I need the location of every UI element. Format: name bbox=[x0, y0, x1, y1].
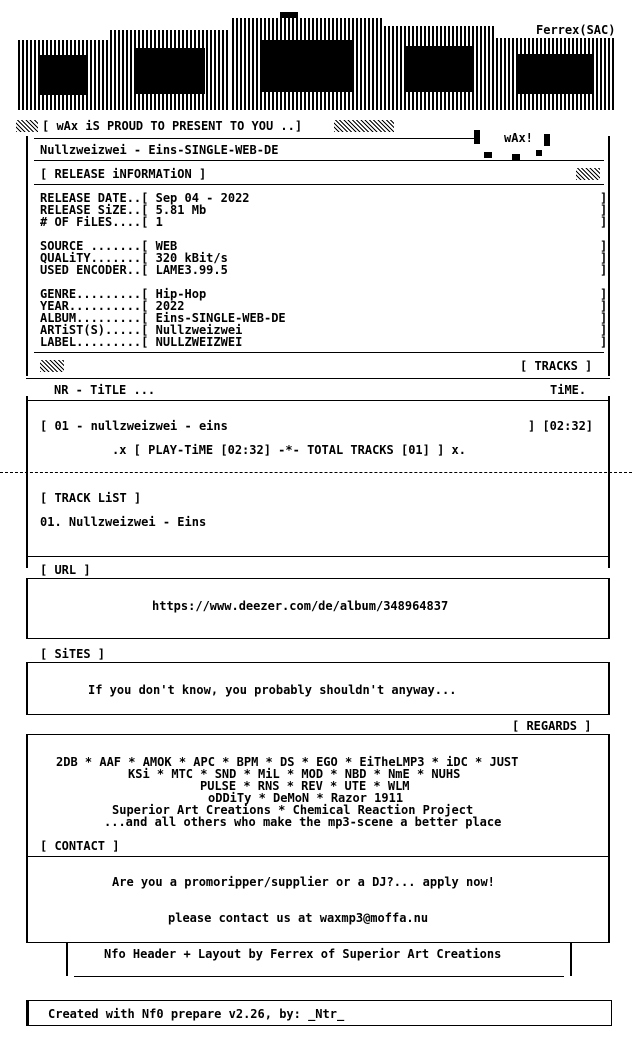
logo-letter-a-core bbox=[135, 48, 205, 94]
tracks-heading: [ TRACKS ] bbox=[520, 359, 593, 373]
created-with: Created with Nf0 prepare v2.26, by: _Ntr_ bbox=[48, 1007, 345, 1021]
sites-heading: [ SiTES ] bbox=[40, 647, 106, 661]
info-label: USED ENCODER..[ bbox=[40, 263, 149, 277]
url-link[interactable]: https://www.deezer.com/de/album/348964837 bbox=[152, 599, 449, 613]
info-bracket: ] bbox=[600, 299, 608, 313]
regards-line: Superior Art Creations * Chemical Reaction Project bbox=[112, 803, 474, 817]
frame-left bbox=[26, 136, 28, 376]
info-row-files bbox=[40, 216, 163, 228]
info-bracket: ] bbox=[600, 203, 608, 217]
tracks-left bbox=[26, 396, 28, 568]
hatch-right bbox=[334, 120, 394, 132]
info-value: 320 kBit/s bbox=[155, 251, 228, 265]
info-bracket: ] bbox=[600, 191, 608, 205]
regards-line: oDDiTy * DeMoN * Razor 1911 bbox=[208, 791, 404, 805]
info-value: 1 bbox=[155, 215, 163, 229]
track-list-item: 01. Nullzweizwei - Eins bbox=[40, 515, 207, 529]
release-title: Nullzweizwei - Eins-SINGLE-WEB-DE bbox=[40, 143, 279, 157]
tracks-top bbox=[26, 378, 610, 379]
info-bracket: ] bbox=[600, 215, 608, 229]
release-info-heading: [ RELEASE iNFORMATiON ] bbox=[40, 167, 207, 181]
info-bracket: ] bbox=[600, 335, 608, 349]
regards-left bbox=[26, 734, 28, 942]
frame-right bbox=[608, 136, 610, 376]
sites-right bbox=[608, 662, 610, 714]
track-line: [ 01 - nullzweizwei - eins bbox=[40, 419, 228, 433]
url-top bbox=[26, 578, 610, 579]
tracks-summary: .x [ PLAY-TiME [02:32] -*- TOTAL TRACKS [01] ] x. bbox=[112, 443, 467, 457]
contact-top bbox=[26, 856, 610, 857]
url-bottom bbox=[26, 638, 610, 639]
hatch-left bbox=[16, 120, 38, 132]
info-value: Sep 04 - 2022 bbox=[155, 191, 250, 205]
contact-bottom bbox=[26, 942, 610, 943]
credit-bottom bbox=[74, 976, 564, 977]
logo-letter-w-core bbox=[40, 55, 88, 95]
info-value: Hip-Hop bbox=[155, 287, 207, 301]
info-bottom bbox=[34, 352, 604, 353]
regards-line: ...and all others who make the mp3-scene a better place bbox=[104, 815, 502, 829]
credit-left bbox=[66, 942, 68, 976]
info-sep bbox=[34, 184, 604, 185]
info-label: YEAR..........[ bbox=[40, 299, 149, 313]
tracks-right bbox=[608, 396, 610, 568]
col-nr-title: NR - TiTLE ... bbox=[54, 383, 156, 397]
frame-sep bbox=[34, 160, 604, 161]
info-label: LABEL.........[ bbox=[40, 335, 149, 349]
info-row-encoder bbox=[40, 264, 228, 276]
sites-text: If you don't know, you probably shouldn't anyway... bbox=[88, 683, 457, 697]
info-bracket: ] bbox=[600, 251, 608, 265]
signature: Ferrex(SAC) bbox=[536, 23, 616, 37]
regards-line: 2DB * AAF * AMOK * APC * BPM * DS * EGO * EiTheLMP3 * iDC * JUST bbox=[56, 755, 519, 769]
track-list-heading: [ TRACK LiST ] bbox=[40, 491, 142, 505]
logo-dot bbox=[280, 12, 298, 18]
tracks-divider bbox=[0, 472, 632, 473]
tracks-header-sep bbox=[26, 400, 610, 401]
tracklist-bottom bbox=[26, 556, 610, 557]
info-label: SOURCE .......[ bbox=[40, 239, 149, 253]
info-label: GENRE.........[ bbox=[40, 287, 149, 301]
frame-top bbox=[34, 138, 474, 139]
col-time: TiME. bbox=[550, 383, 587, 397]
footer-credit: Nfo Header + Layout by Ferrex of Superior Art Creations bbox=[104, 947, 502, 961]
hatch-tracks bbox=[40, 360, 64, 372]
contact-apply: Are you a promoripper/supplier or a DJ?... apply now! bbox=[112, 875, 495, 889]
url-right bbox=[608, 578, 610, 638]
contact-heading: [ CONTACT ] bbox=[40, 839, 120, 853]
logo-letter-s-core bbox=[516, 54, 594, 94]
info-bracket: ] bbox=[600, 239, 608, 253]
sites-left bbox=[26, 662, 28, 714]
logo-dot bbox=[474, 130, 480, 144]
regards-top bbox=[26, 734, 610, 735]
info-bracket: ] bbox=[600, 323, 608, 337]
logo-dot bbox=[544, 134, 550, 146]
present-line: [ wAx iS PROUD TO PRESENT TO YOU ..] bbox=[42, 119, 303, 133]
credit-right bbox=[570, 942, 572, 976]
info-label: ALBUM.........[ bbox=[40, 311, 149, 325]
sites-bottom bbox=[26, 714, 610, 715]
logo-letter-4-core bbox=[404, 46, 474, 92]
info-value: NULLZWEIZWEI bbox=[155, 335, 243, 349]
track-time: ] [02:32] bbox=[528, 419, 594, 433]
info-label: RELEASE SiZE..[ bbox=[40, 203, 149, 217]
logo-letter-x-core bbox=[262, 40, 352, 92]
url-heading: [ URL ] bbox=[40, 563, 91, 577]
regards-right bbox=[608, 734, 610, 942]
logo-dot bbox=[536, 150, 542, 156]
info-label: # OF FiLES....[ bbox=[40, 215, 149, 229]
regards-line: PULSE * RNS * REV * UTE * WLM bbox=[200, 779, 410, 793]
regards-heading: [ REGARDS ] bbox=[512, 719, 592, 733]
contact-email[interactable]: please contact us at waxmp3@moffa.nu bbox=[168, 911, 429, 925]
regards-line: KSi * MTC * SND * MiL * MOD * NBD * NmE * NUHS bbox=[128, 767, 461, 781]
info-bracket: ] bbox=[600, 263, 608, 277]
info-value: 2022 bbox=[155, 299, 185, 313]
info-bracket: ] bbox=[600, 287, 608, 301]
info-value: Nullzweizwei bbox=[155, 323, 243, 337]
info-value: WEB bbox=[155, 239, 178, 253]
group-tag: wAx! bbox=[504, 131, 533, 145]
info-value: LAME3.99.5 bbox=[155, 263, 228, 277]
info-label: RELEASE DATE..[ bbox=[40, 191, 149, 205]
hatch-info bbox=[576, 168, 600, 180]
sites-top bbox=[26, 662, 610, 663]
info-label: QUALiTY.......[ bbox=[40, 251, 149, 265]
url-left bbox=[26, 578, 28, 638]
info-bracket: ] bbox=[600, 311, 608, 325]
info-row-label bbox=[40, 336, 242, 348]
logo-dot bbox=[484, 152, 492, 158]
info-value: 5.81 Mb bbox=[155, 203, 207, 217]
info-label: ARTiST(S).....[ bbox=[40, 323, 149, 337]
info-value: Eins-SINGLE-WEB-DE bbox=[155, 311, 286, 325]
